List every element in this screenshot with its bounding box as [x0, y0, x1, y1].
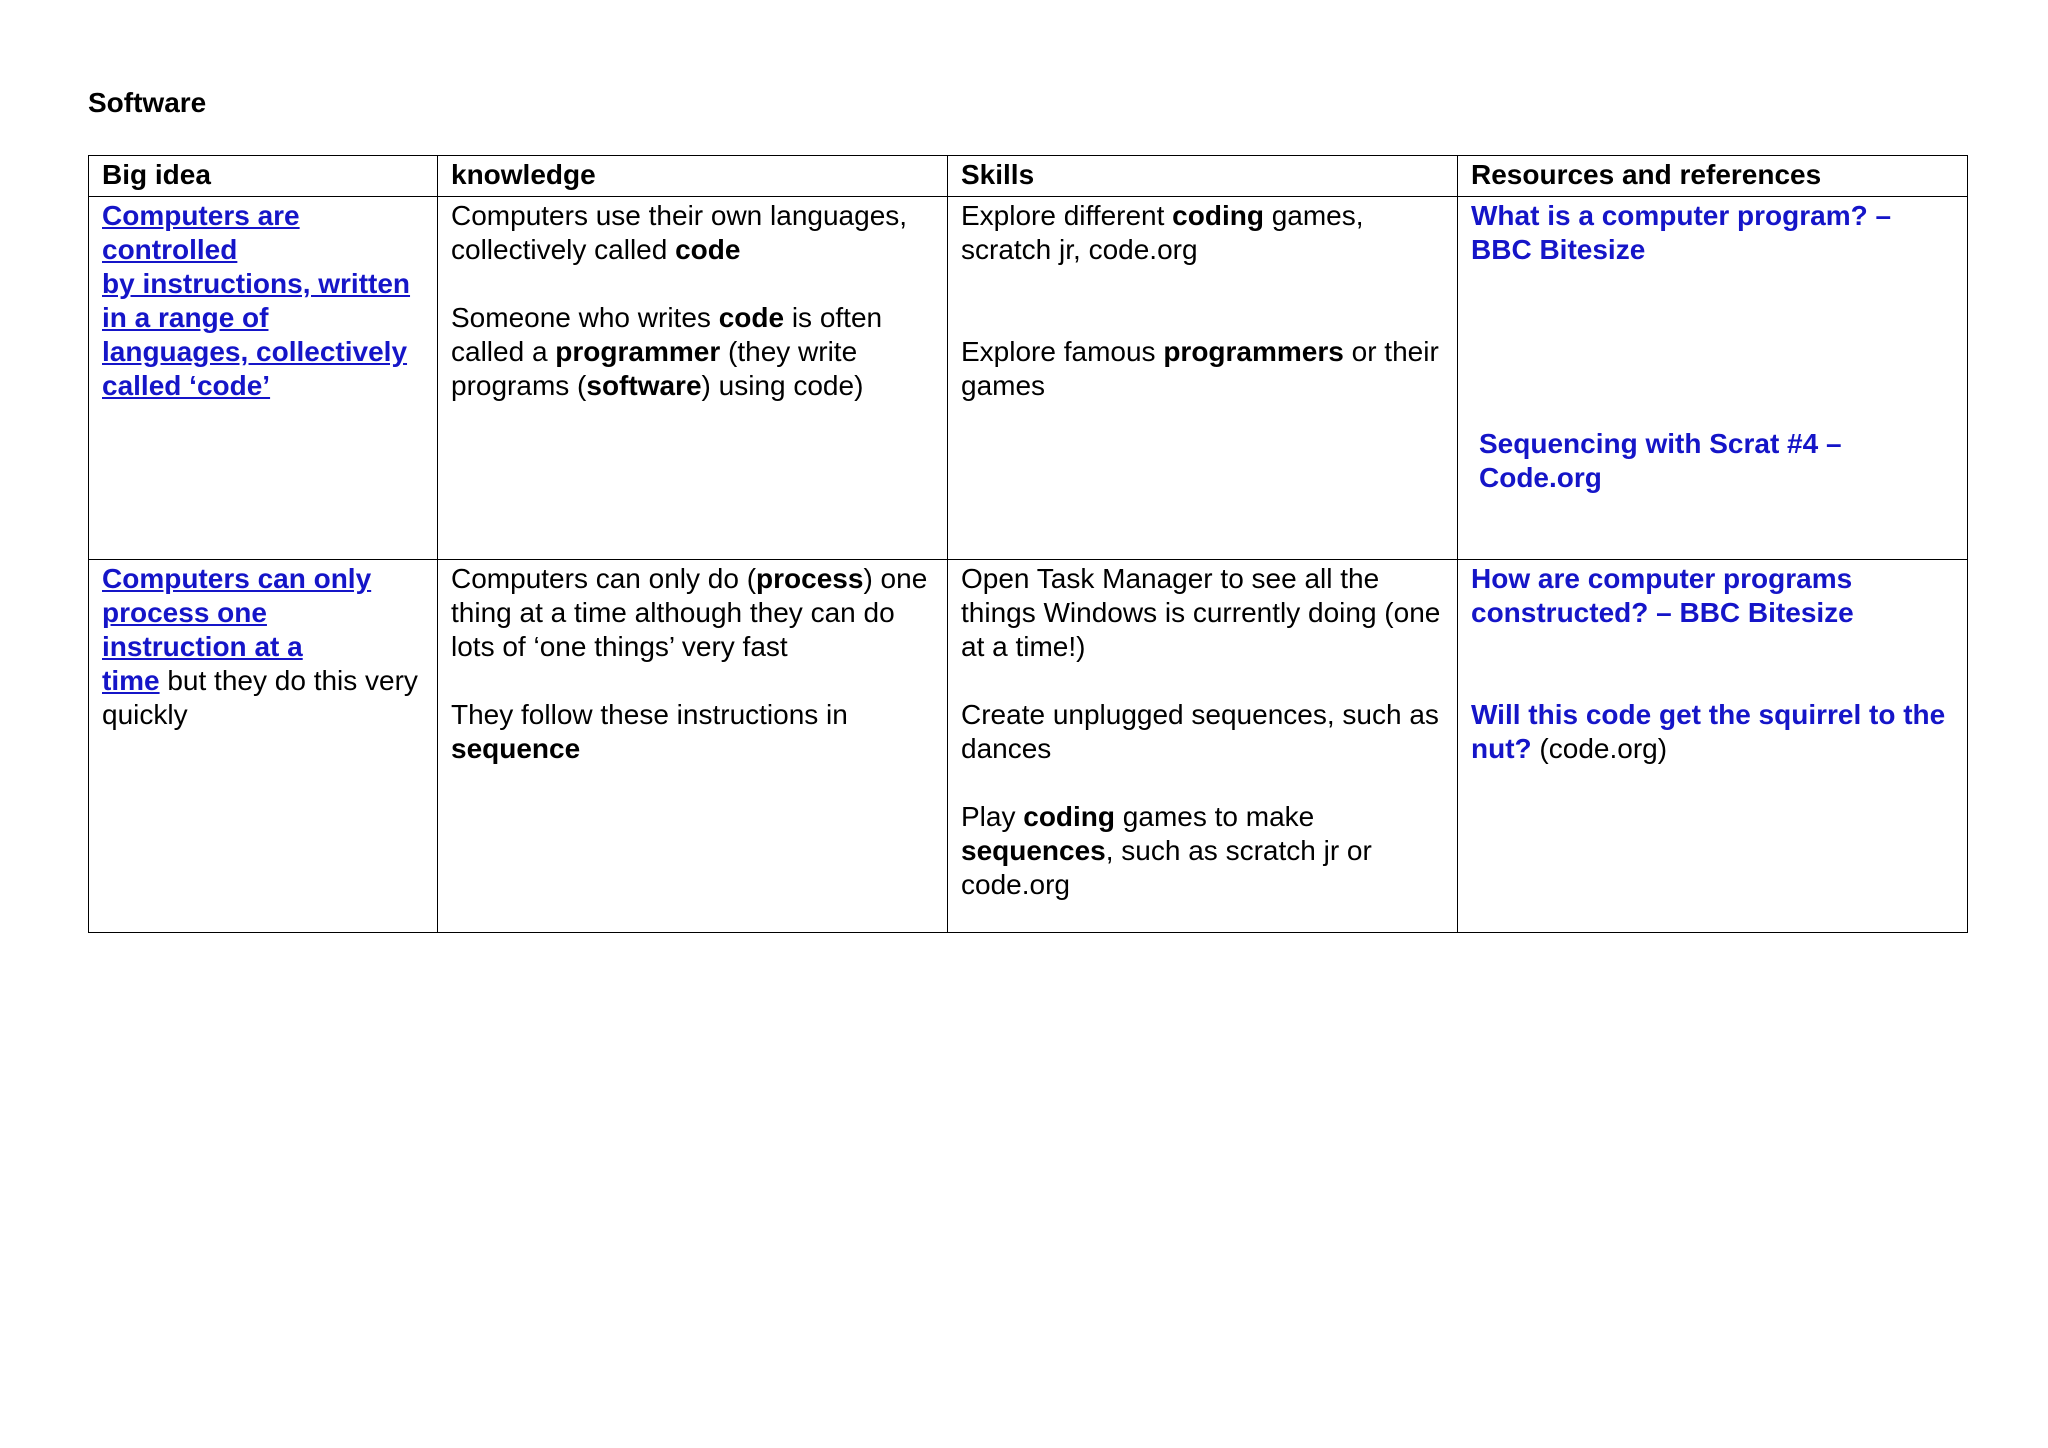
link-line: called ‘code’ — [102, 370, 271, 401]
text-run: games, scratch jr, code.org — [961, 200, 1364, 265]
link-line: languages, collectively — [102, 336, 408, 367]
text-run: Explore famous — [961, 336, 1164, 367]
knowledge-paragraph — [451, 199, 935, 267]
knowledge-paragraph — [451, 562, 935, 664]
bold-term: coding — [1023, 801, 1116, 832]
bold-term: software — [586, 370, 702, 401]
link-line: by instructions, written — [102, 268, 411, 299]
text-run: Explore different — [961, 200, 1173, 231]
knowledge-paragraph — [451, 698, 935, 766]
skills-paragraph: Create unplugged sequences, such as dances — [961, 699, 1439, 764]
resource-link-bbc-constructed[interactable]: How are computer programs constructed? – BBC Bitesize — [1471, 563, 1854, 628]
text-run: or their games — [961, 336, 1439, 401]
resource-link-bbc-program[interactable]: What is a computer program? – BBC Bitesize — [1471, 200, 1892, 265]
bold-term: coding — [1172, 200, 1264, 231]
text-run: games to make — [1115, 801, 1315, 832]
text-run: ) one thing at a time although they can do lots of ‘one things’ very fast — [451, 563, 928, 662]
bold-term: code — [675, 234, 741, 265]
bold-term: code — [718, 302, 785, 333]
page-title: Software — [88, 87, 207, 118]
text-run: Computers can only do ( — [451, 563, 757, 594]
link-line: process one — [102, 597, 267, 628]
text-run: is often called a — [451, 302, 883, 367]
bold-term: sequence — [451, 733, 581, 764]
knowledge-paragraph — [451, 301, 935, 403]
skills-paragraph — [961, 335, 1445, 403]
text-run: but they do this very quickly — [102, 665, 418, 730]
resource-link-squirrel-nut[interactable]: Will this code get the squirrel to the nut? — [1471, 699, 1946, 764]
bold-term: process — [756, 563, 864, 594]
table-row — [89, 197, 1968, 560]
link-line: time — [102, 665, 160, 696]
skills-paragraph — [961, 800, 1445, 902]
text-run: , such as scratch jr or code.org — [961, 835, 1372, 900]
text-run: They follow these instructions in — [451, 699, 848, 730]
text-run: Someone who writes — [451, 302, 719, 333]
big-idea-cell — [89, 560, 438, 933]
resource-link-code-org-sequencing[interactable]: Sequencing with Scrat #4 – Code.org — [1479, 428, 1842, 493]
resources-cell — [1458, 560, 1968, 933]
text-run: Play — [961, 801, 1024, 832]
knowledge-cell — [438, 560, 948, 933]
text-run: (they write programs ( — [451, 336, 858, 401]
header-skills: Skills — [948, 156, 1458, 197]
text-run: ) using code) — [701, 370, 864, 401]
big-idea-link[interactable] — [102, 200, 410, 401]
table-header-row — [89, 156, 1968, 197]
skills-paragraph — [961, 199, 1445, 267]
header-knowledge: knowledge — [438, 156, 948, 197]
header-big-idea: Big idea — [89, 156, 438, 197]
curriculum-table — [88, 155, 1968, 933]
link-line: instruction at a — [102, 631, 303, 662]
bold-term: programmers — [1163, 336, 1344, 367]
knowledge-cell — [438, 197, 948, 560]
text-run: Computers use their own languages, collectively called — [451, 200, 908, 265]
link-line: in a range of — [102, 302, 269, 333]
skills-cell — [948, 197, 1458, 560]
link-line: Computers can only — [102, 563, 372, 594]
link-line: Computers are — [102, 200, 300, 231]
text-run: (code.org) — [1531, 733, 1668, 764]
skills-cell — [948, 560, 1458, 933]
big-idea-cell — [89, 197, 438, 560]
link-line: controlled — [102, 234, 238, 265]
bold-term: sequences — [961, 835, 1106, 866]
table-row — [89, 560, 1968, 933]
header-resources: Resources and references — [1458, 156, 1968, 197]
bold-term: programmer — [555, 336, 721, 367]
resources-cell — [1458, 197, 1968, 560]
skills-paragraph: Open Task Manager to see all the things Windows is currently doing (one at a time!) — [961, 563, 1441, 662]
